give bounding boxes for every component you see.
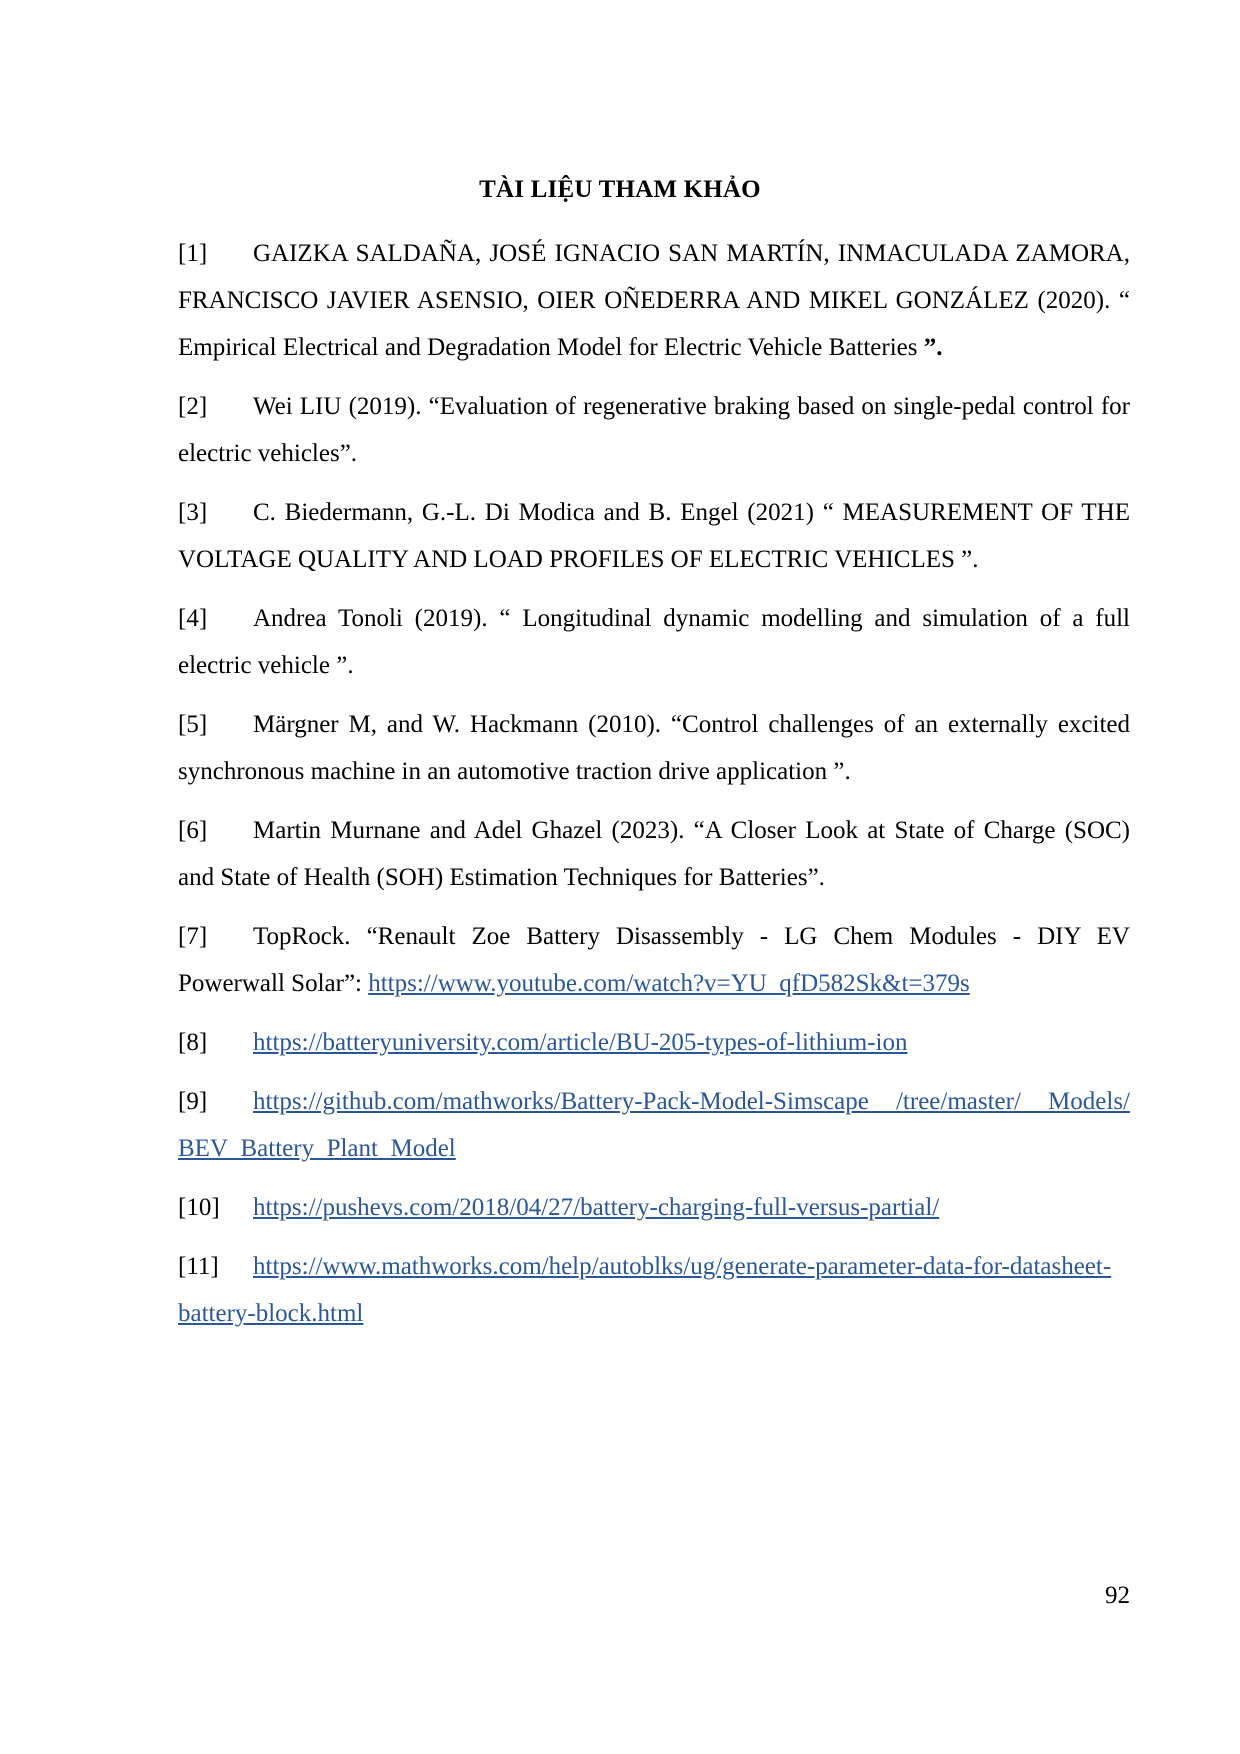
- page-title: TÀI LIỆU THAM KHẢO: [479, 176, 761, 203]
- reference-link[interactable]: https://pushevs.com/2018/04/27/battery-charging-full-versus-partial/: [253, 1194, 940, 1221]
- reference-number: [10]: [178, 1194, 220, 1221]
- reference-item-10: [178, 1184, 1130, 1231]
- reference-text: TopRock. “Renault Zoe Battery Disassembly - LG Chem Modules - DIY EV Powerwall Solar”:: [178, 923, 1130, 997]
- reference-number: [9]: [178, 1088, 208, 1115]
- reference-link[interactable]: https://www.youtube.com/watch?v=YU_qfD582Sk&t=379s: [368, 970, 970, 997]
- reference-link[interactable]: https://www.mathworks.com/help/autoblks/ug/generate-parameter-data-for-datasheet-battery-block.html: [178, 1253, 1112, 1327]
- reference-item-5: [178, 701, 1130, 795]
- reference-text: Wei LIU (2019). “Evaluation of regenerative braking based on single-pedal control for electric vehicles”.: [178, 393, 1130, 467]
- reference-number: [7]: [178, 923, 208, 950]
- reference-item-8: [178, 1019, 1130, 1066]
- reference-number: [1]: [178, 240, 208, 267]
- reference-link[interactable]: https://batteryuniversity.com/article/BU-205-types-of-lithium-ion: [253, 1029, 908, 1056]
- reference-text: Andrea Tonoli (2019). “ Longitudinal dynamic modelling and simulation of a full electric vehicle ”.: [178, 605, 1130, 679]
- reference-number: [3]: [178, 499, 208, 526]
- reference-number: [5]: [178, 711, 208, 738]
- reference-text: Märgner M, and W. Hackmann (2010). “Control challenges of an externally excited synchronous machine in an automotive traction drive application ”.: [178, 711, 1130, 785]
- reference-text: Martin Murnane and Adel Ghazel (2023). “A Closer Look at State of Charge (SOC) and State of Health (SOH) Estimation Techniques for Batteries”.: [178, 817, 1130, 891]
- reference-item-11: [178, 1243, 1130, 1337]
- reference-item-1: [178, 230, 1130, 371]
- reference-item-6: [178, 807, 1130, 901]
- reference-text: C. Biedermann, G.-L. Di Modica and B. Engel (2021) “ MEASUREMENT OF THE VOLTAGE QUALITY AND LOAD PROFILES OF ELECTRIC VEHICLES ”.: [178, 499, 1130, 573]
- page-number: 92: [1105, 1582, 1130, 1609]
- reference-number: [2]: [178, 393, 208, 420]
- reference-item-2: [178, 383, 1130, 477]
- reference-number: [11]: [178, 1253, 219, 1280]
- reference-number: [6]: [178, 817, 208, 844]
- reference-closing-quote: ”.: [923, 334, 943, 361]
- reference-link[interactable]: https://github.com/mathworks/Battery-Pack-Model-Simscape /tree/master/ Models/ BEV_Battery_Plant_Model: [178, 1088, 1130, 1162]
- reference-item-4: [178, 595, 1130, 689]
- reference-list: [178, 230, 1130, 1349]
- reference-item-7: [178, 913, 1130, 1007]
- reference-number: [4]: [178, 605, 208, 632]
- reference-item-9: [178, 1078, 1130, 1172]
- reference-text: GAIZKA SALDAÑA, JOSÉ IGNACIO SAN MARTÍN, INMACULADA ZAMORA, FRANCISCO JAVIER ASENSIO, OIER OÑEDERRA AND MIKEL GONZÁLEZ (2020). “ Empirical Electrical and Degradation Model for Electric Vehicle Batteries: [178, 240, 1130, 361]
- reference-number: [8]: [178, 1029, 208, 1056]
- reference-item-3: [178, 489, 1130, 583]
